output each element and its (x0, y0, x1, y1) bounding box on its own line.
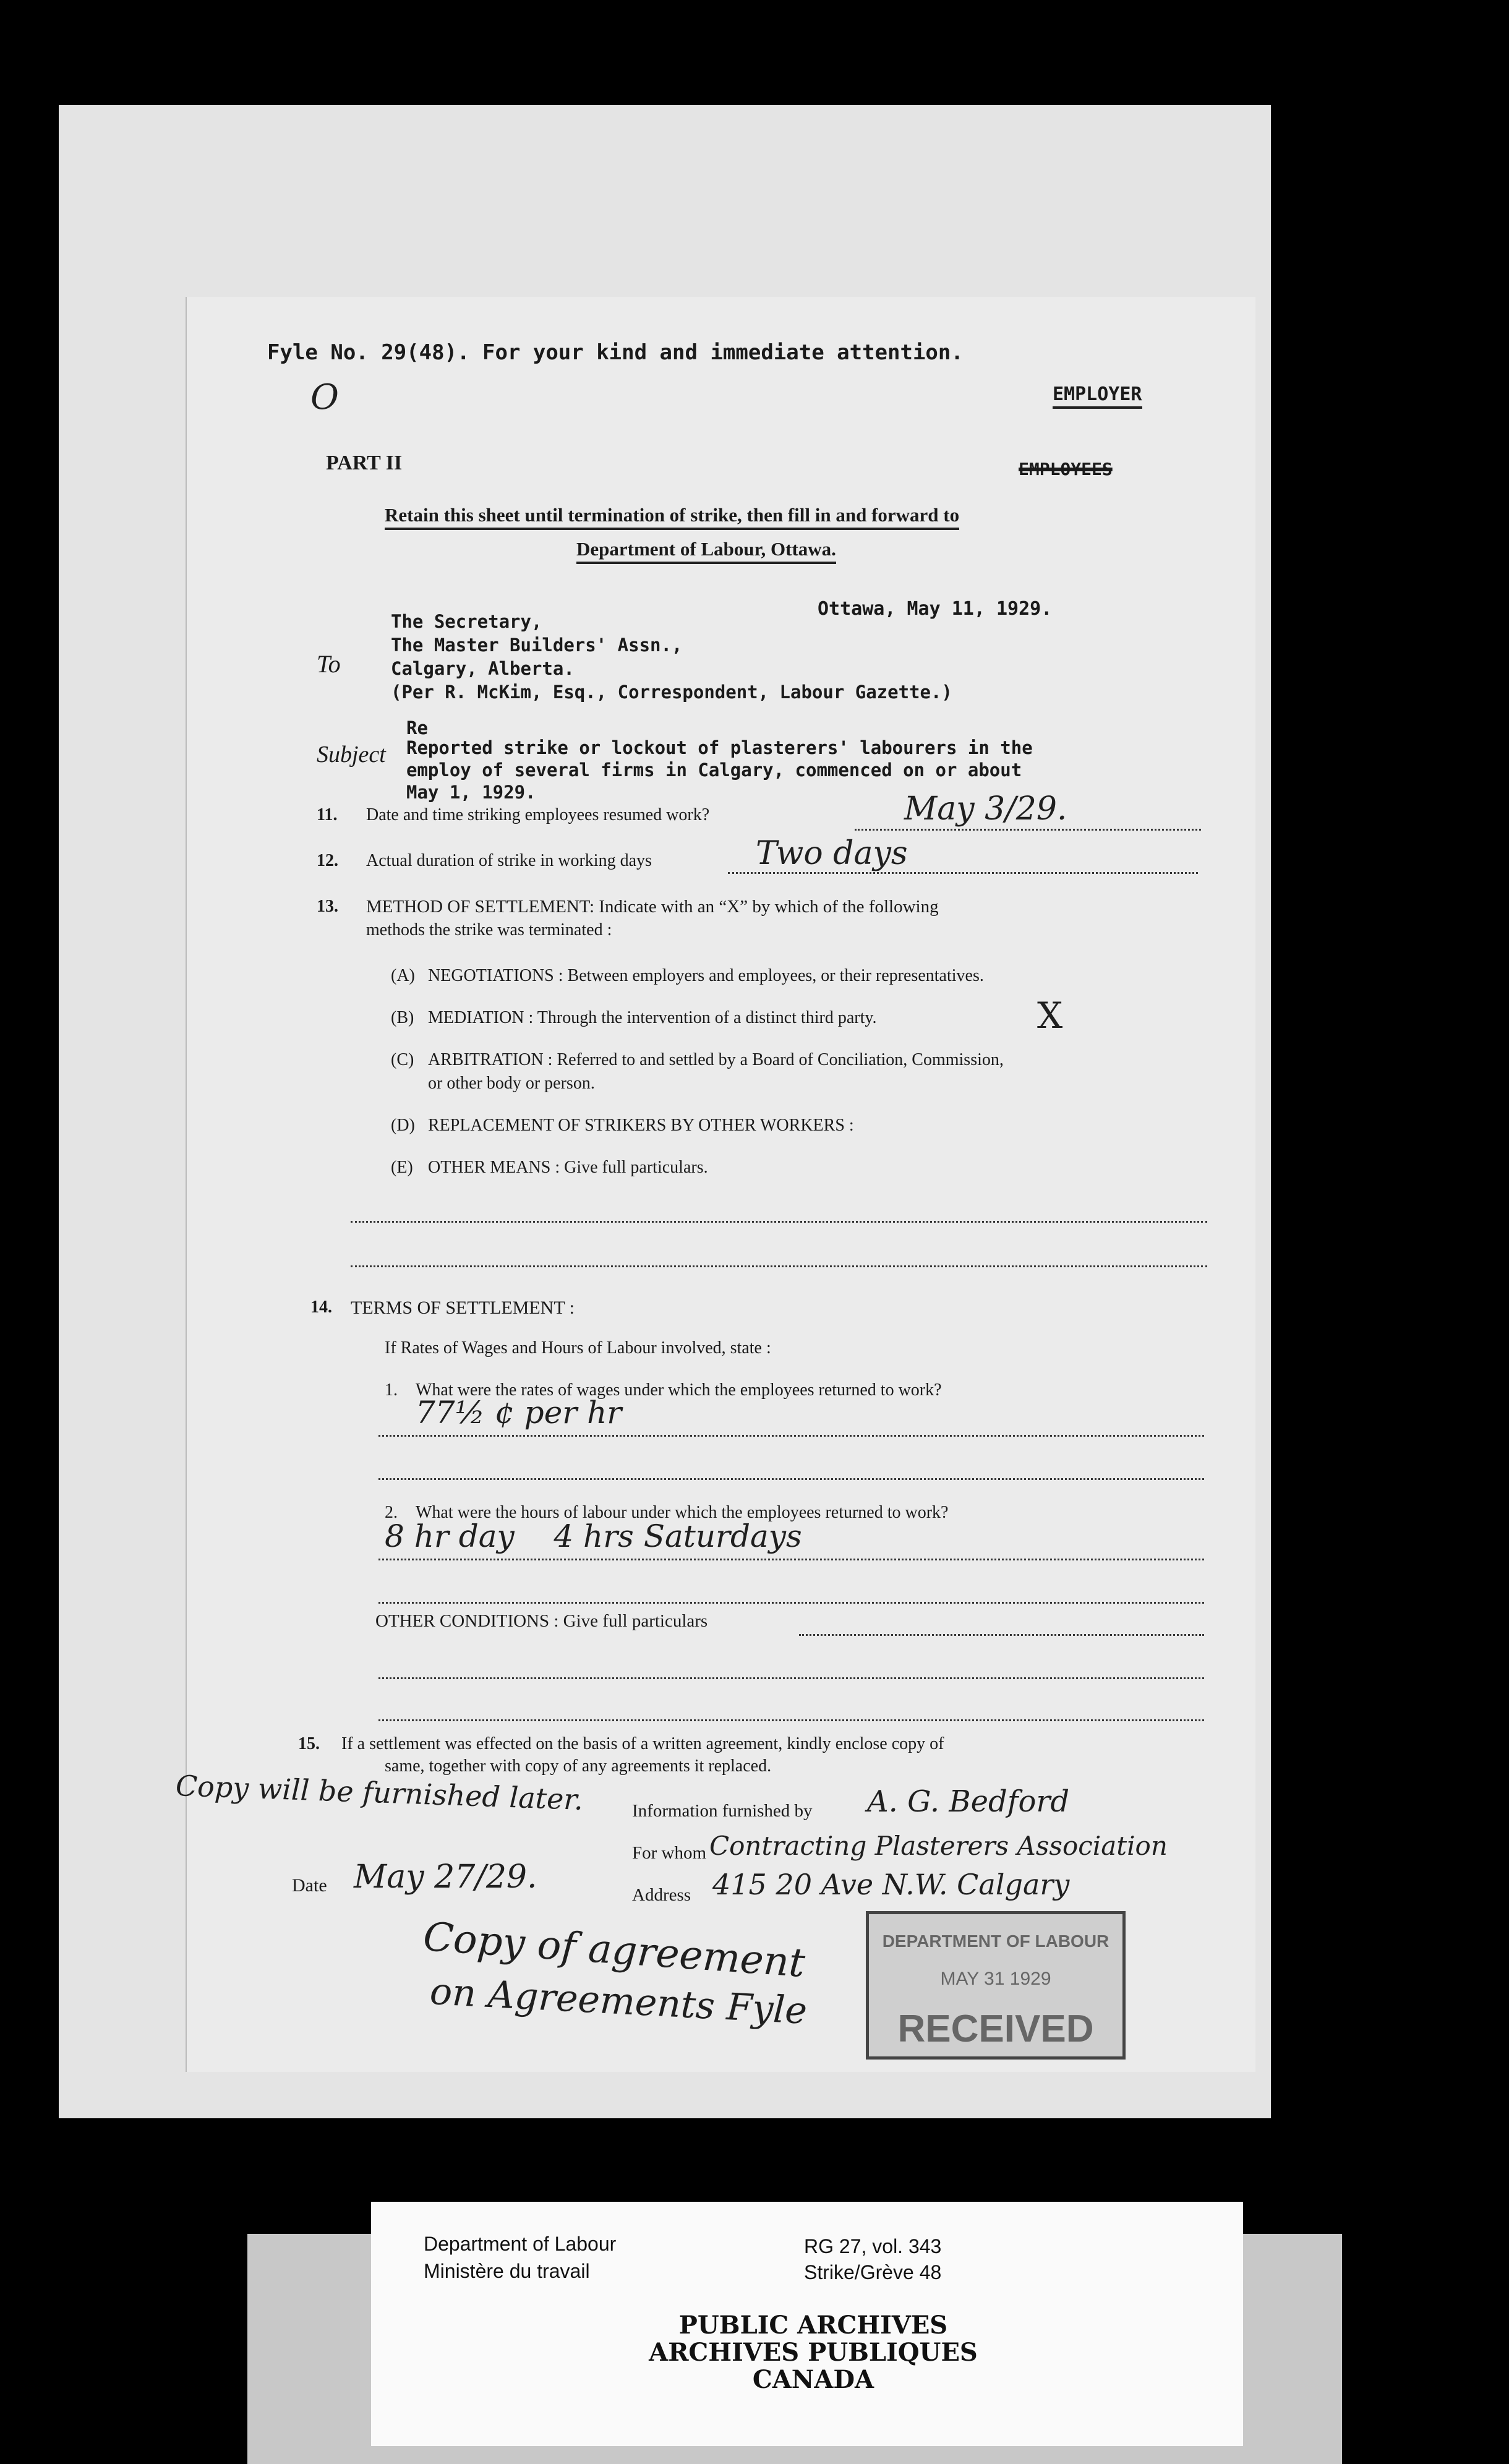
subject-re: Re (406, 717, 428, 738)
option-a-letter: (A) (391, 966, 415, 985)
stamp-received: RECEIVED (897, 2008, 1094, 2050)
hours-line-2 (378, 1602, 1204, 1604)
part-title: PART II (326, 451, 403, 474)
q13-text: METHOD OF SETTLEMENT: Indicate with an “X” by which of the following (366, 897, 939, 917)
q14-number: 14. (310, 1298, 332, 1317)
employees-label-struck: EMPLOYEES (1019, 459, 1113, 479)
other-means-line-2 (351, 1265, 1207, 1267)
other-means-line-1 (351, 1221, 1207, 1223)
option-b-letter: (B) (391, 1008, 414, 1027)
for-whom-label: For whom (632, 1843, 707, 1863)
other-conditions-line-3 (378, 1719, 1204, 1721)
to-line-4: (Per R. McKim, Esq., Correspondent, Labour Gazette.) (391, 682, 952, 703)
instruction-line-2: Department of Labour, Ottawa. (576, 538, 836, 564)
label-ref: RG 27, vol. 343 (804, 2235, 942, 2257)
file-number-line: Fyle No. 29(48). For your kind and immediate attention. (267, 340, 964, 365)
wages-line-2 (378, 1478, 1204, 1480)
option-a-text: NEGOTIATIONS : Between employers and employees, or their representatives. (428, 966, 984, 985)
q15-number: 15. (298, 1734, 320, 1753)
q14-s2-answer: 8 hr day 4 hrs Saturdays (385, 1518, 802, 1554)
q12-answer: Two days (756, 835, 908, 872)
other-conditions-line-1 (799, 1634, 1204, 1636)
q14-s2-number: 2. (385, 1503, 398, 1522)
option-c-text: ARBITRATION : Referred to and settled by a Board of Conciliation, Commission, (428, 1050, 1004, 1069)
pa-en: PUBLIC ARCHIVES (678, 2311, 948, 2340)
date-label: Date (292, 1875, 327, 1896)
address-label: Address (632, 1885, 691, 1905)
for-whom-value: Contracting Plasterers Association (709, 1831, 1168, 1861)
other-conditions-line-2 (378, 1677, 1204, 1679)
option-d-text: REPLACEMENT OF STRIKERS BY OTHER WORKERS : (428, 1116, 854, 1135)
subject-line-2: employ of several firms in Calgary, commenced on or about (406, 759, 1022, 781)
subject-line-1: Reported strike or lockout of plasterers' labourers in the (406, 737, 1033, 758)
q11-number: 11. (317, 805, 338, 824)
to-line-2: The Master Builders' Assn., (391, 635, 683, 656)
q14-intro: If Rates of Wages and Hours of Labour involved, state : (385, 1338, 771, 1358)
wages-line-1 (378, 1435, 1204, 1437)
q11-answer: May 3/29. (904, 790, 1067, 828)
pa-fr: ARCHIVES PUBLIQUES (649, 2338, 978, 2367)
q14-s2-text: What were the hours of labour under which the employees returned to work? (416, 1503, 949, 1522)
option-e-text: OTHER MEANS : Give full particulars. (428, 1158, 708, 1177)
hours-line-1 (378, 1559, 1204, 1560)
issue-date: Ottawa, May 11, 1929. (818, 598, 1053, 620)
public-archives-title (495, 2312, 1132, 2393)
option-c-text-2: or other body or person. (428, 1074, 595, 1093)
subject-label: Subject (317, 742, 386, 768)
pa-country: CANADA (752, 2365, 874, 2394)
q14-title: TERMS OF SETTLEMENT : (351, 1298, 575, 1318)
option-c-letter: (C) (391, 1050, 414, 1069)
instruction-line-1: Retain this sheet until termination of strike, then fill in and forward to (385, 504, 959, 530)
copy-furnished-note: Copy will be furnished later. (175, 1769, 584, 1816)
q14-s1-number: 1. (385, 1380, 398, 1400)
stamp-date: MAY 31 1929 (940, 1969, 1051, 1989)
q11-answer-line (855, 829, 1201, 831)
label-strike: Strike/Grève 48 (804, 2261, 942, 2283)
option-b-text: MEDIATION : Through the intervention of a distinct third party. (428, 1008, 877, 1027)
annotation-line-1: Copy of agreement (421, 1914, 806, 1987)
received-stamp (866, 1911, 1126, 2060)
option-e-letter: (E) (391, 1158, 413, 1177)
date-value: May 27/29. (354, 1859, 537, 1896)
q12-answer-line (728, 872, 1198, 874)
label-dept-en: Department of Labour (424, 2233, 617, 2255)
q13-number: 13. (317, 897, 338, 916)
q14-s1-text: What were the rates of wages under which the employees returned to work? (416, 1380, 942, 1400)
to-line-3: Calgary, Alberta. (391, 658, 575, 679)
q11-text: Date and time striking employees resumed work? (366, 805, 710, 824)
info-furnished-value: A. G. Bedford (867, 1784, 1070, 1819)
option-b-check-mark: X (1037, 995, 1063, 1037)
handwritten-mark: O (310, 377, 339, 417)
q14-s1-answer: 77½ ¢ per hr (416, 1395, 622, 1431)
employer-label: EMPLOYER (1053, 383, 1142, 409)
q12-text: Actual duration of strike in working days (366, 851, 652, 870)
q15-text: If a settlement was effected on the basis of a written agreement, kindly enclose copy of (341, 1734, 944, 1753)
address-value: 415 20 Ave N.W. Calgary (712, 1868, 1070, 1901)
q12-number: 12. (317, 851, 338, 870)
q13-text-2: methods the strike was terminated : (366, 920, 612, 939)
option-d-letter: (D) (391, 1116, 415, 1135)
subject-line-3: May 1, 1929. (406, 782, 536, 803)
to-label: To (317, 650, 341, 678)
stamp-department: DEPARTMENT OF LABOUR (882, 1931, 1109, 1951)
other-conditions-label: OTHER CONDITIONS : Give full particulars (375, 1611, 708, 1631)
to-line-1: The Secretary, (391, 611, 542, 632)
info-furnished-label: Information furnished by (632, 1801, 813, 1821)
annotation-line-2: on Agreements Fyle (429, 1970, 808, 2033)
q15-text-2: same, together with copy of any agreements it replaced. (385, 1756, 772, 1776)
label-dept-fr: Ministère du travail (424, 2260, 590, 2282)
